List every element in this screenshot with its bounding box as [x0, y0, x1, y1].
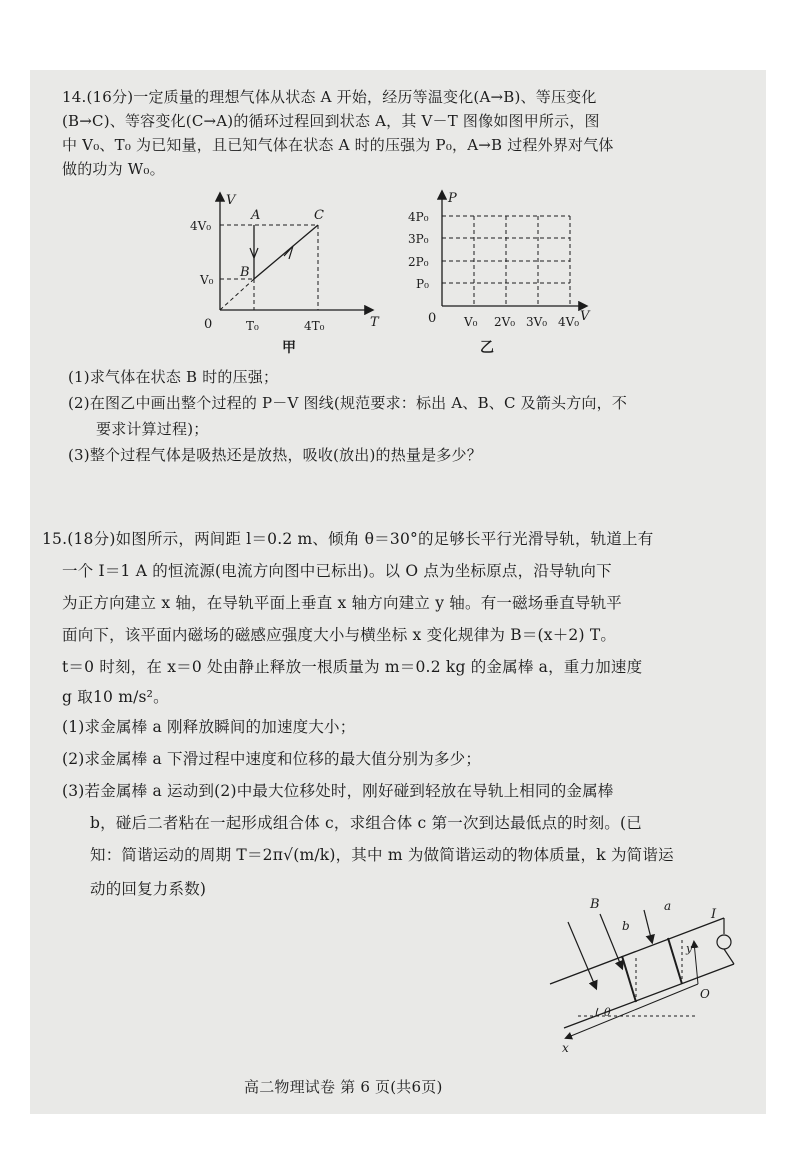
jia-point-b: B — [240, 265, 250, 280]
q14-line-1: 14.(16分)一定质量的理想气体从状态 A 开始，经历等温变化(A→B)、等压变化 — [62, 88, 597, 106]
jia-point-c: C — [314, 208, 324, 223]
q15-line-5: t＝0 时刻，在 x＝0 处由静止释放一根质量为 m＝0.2 kg 的金属棒 a，重力加速度 — [62, 658, 643, 676]
yi-y-tick-2p0: 2P₀ — [408, 255, 429, 269]
jia-y-tick-v0: V₀ — [200, 273, 214, 287]
yi-x-tick-3v0: 3V₀ — [526, 315, 548, 329]
page-footer: 高二物理试卷 第 6 页(共6页) — [244, 1078, 443, 1096]
q15-sub-3-cont-2: 知：简谐运动的周期 T＝2π√(m/k)，其中 m 为做简谐运动的物体质量，k 为简谐运 — [90, 846, 674, 864]
yi-x-tick-2v0: 2V₀ — [494, 315, 516, 329]
q15-line-2: 一个 I＝1 A 的恒流源(电流方向图中已标出)。以 O 点为坐标原点，沿导轨向下 — [62, 562, 612, 580]
rail-label-y: y — [686, 942, 693, 955]
rail-label-x: x — [562, 1041, 569, 1055]
q15-line-1: 15.(18分)如图所示，两间距 l＝0.2 m、倾角 θ＝30°的足够长平行光滑导轨，轨道上有 — [42, 530, 654, 548]
q15-line-3: 为正方向建立 x 轴，在导轨平面上垂直 x 轴方向建立 y 轴。有一磁场垂直导轨平 — [62, 594, 623, 612]
rail-label-origin: O — [700, 987, 710, 1001]
yi-y-tick-p0: P₀ — [416, 277, 429, 291]
q14-line-3: 中 V₀、T₀ 为已知量，且已知气体在状态 A 时的压强为 P₀，A→B 过程外界对气体 — [62, 136, 614, 154]
q15-line-6: g 取10 m/s²。 — [62, 688, 169, 706]
q14-sub-1: (1)求气体在状态 B 时的压强； — [68, 368, 279, 386]
yi-x-axis-label: V — [580, 309, 590, 324]
yi-origin-label: 0 — [428, 311, 437, 326]
jia-y-axis-label: V — [226, 193, 236, 208]
yi-y-tick-3p0: 3P₀ — [408, 232, 429, 246]
q14-sub-3: (3)整个过程气体是吸热还是放热，吸收(放出)的热量是多少？ — [68, 446, 482, 464]
jia-x-tick-t0: T₀ — [246, 319, 259, 333]
q14-sub-2: (2)在图乙中画出整个过程的 P－V 图线(规范要求：标出 A、B、C 及箭头方向，不 — [68, 394, 628, 412]
q15-sub-1: (1)求金属棒 a 刚释放瞬间的加速度大小； — [62, 718, 356, 736]
q14-line-4: 做的功为 W₀。 — [62, 160, 165, 178]
rail-label-b-field: B — [590, 897, 600, 912]
figure-yi-pv-grid — [398, 186, 598, 360]
q15-line-4: 面向下，该平面内磁场的磁感应强度大小与横坐标 x 变化规律为 B＝(x＋2) T。 — [62, 626, 617, 644]
q15-sub-3: (3)若金属棒 a 运动到(2)中最大位移处时，刚好碰到轻放在导轨上相同的金属棒 — [62, 782, 614, 800]
yi-y-tick-4p0: 4P₀ — [408, 210, 429, 224]
q15-sub-3-cont-1: b，碰后二者粘在一起形成组合体 c，求组合体 c 第一次到达最低点的时刻。(已 — [90, 814, 642, 832]
rail-label-bar-b: b — [622, 919, 630, 933]
yi-caption: 乙 — [480, 340, 494, 356]
q14-sub-2-cont: 要求计算过程)； — [96, 420, 209, 438]
rail-label-current: I — [711, 907, 717, 922]
figure-inclined-rails — [548, 888, 748, 1056]
jia-origin-label: 0 — [204, 317, 213, 332]
jia-point-a: A — [251, 208, 261, 223]
yi-x-tick-4v0: 4V₀ — [558, 315, 580, 329]
q15-sub-3-cont-3: 动的回复力系数) — [90, 880, 207, 898]
yi-x-tick-v0: V₀ — [464, 315, 478, 329]
q14-line-2: (B→C)、等容变化(C→A)的循环过程回到状态 A，其 V－T 图像如图甲所示，图 — [62, 112, 600, 130]
jia-caption: 甲 — [282, 340, 296, 356]
rail-label-bar-a: a — [664, 899, 672, 913]
yi-y-axis-label: P — [448, 191, 457, 206]
jia-x-tick-4t0: 4T₀ — [304, 319, 325, 333]
figure-jia-vt-graph — [190, 188, 390, 356]
jia-x-axis-label: T — [370, 315, 379, 330]
jia-y-tick-4v0: 4V₀ — [190, 219, 212, 233]
rail-label-theta: θ — [604, 1006, 611, 1019]
q15-sub-2: (2)求金属棒 a 下滑过程中速度和位移的最大值分别为多少； — [62, 750, 482, 768]
